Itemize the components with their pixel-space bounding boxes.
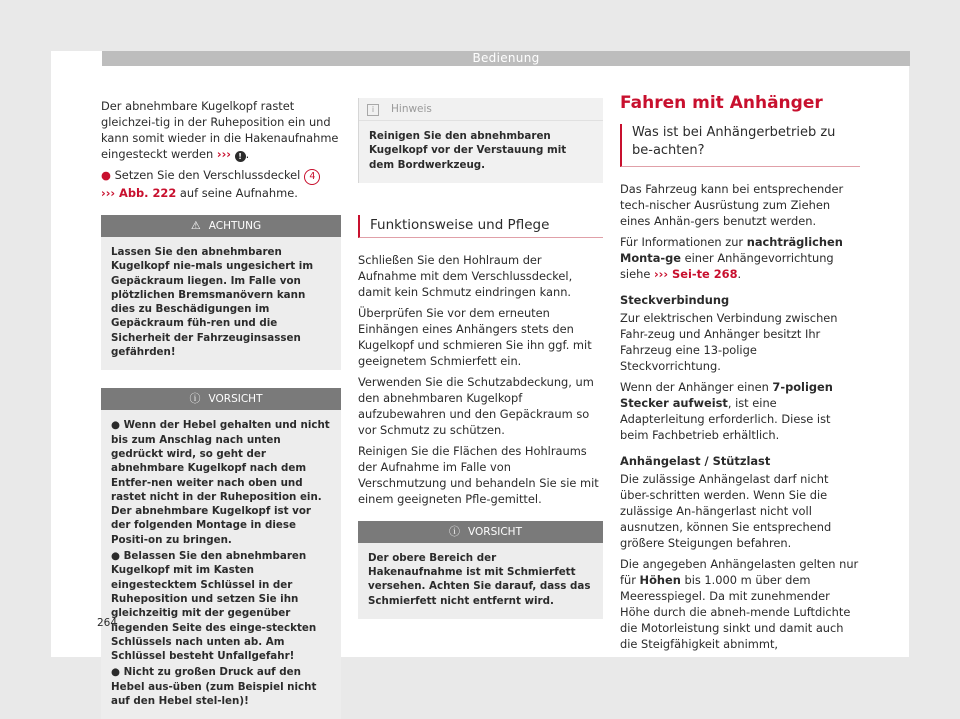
- achtung-body: Lassen Sie den abnehmbaren Kugelkopf nie-mals ungesichert im Gepäckraum liegen. Im Falle von plötzlichen Bremsmanövern kann dies zu Beschädigungen im Gepäckraum füh-ren und die Sicherheit der Fahrzeuginsassen gefährden!: [111, 246, 314, 359]
- column-middle: [358, 98, 603, 619]
- bullet-dot-icon: ●: [101, 168, 111, 182]
- reference-arrow[interactable]: ›››: [216, 147, 231, 161]
- vorsicht-box-left: [101, 388, 341, 719]
- vorsicht-item: ● Wenn der Hebel gehalten und nicht bis zum Anschlag nach unten gedrückt wird, so geht der abnehmbare Kugelkopf nach dem Entfer-nen weiter nach oben und rastet nicht in der Ruheposition ein. Der abnehmbare Kugelkopf ist vor der folgenden Montage in diese Positi-on zu bringen.: [111, 419, 330, 546]
- paragraph: Zur elektrischen Verbindung zwischen Fahr-zeug und Anhänger besitzt Ihr Fahrzeug eine 13-polige Steckvorrichtung.: [620, 311, 838, 373]
- paragraph: Überprüfen Sie vor dem erneuten Einhängen eines Anhängers stets den Kugelkopf und schmieren Sie ihn ggf. mit geeignetem Schmierfett ein.: [358, 305, 592, 368]
- column-right: [620, 93, 860, 657]
- paragraph: Die angegeben Anhängelasten gelten nur für Höhen bis 1.000 m über dem Meeresspiegel. Da mit zunehmender Höhe durch die abneh-mende Luftdichte die Motorleistung sinkt und damit auch die Steigfähigkeit abnimmt,: [620, 557, 859, 651]
- section-body: [358, 252, 603, 507]
- subheading: Anhängelast / Stützlast: [620, 454, 771, 468]
- chapter-title: Fahren mit Anhänger: [620, 93, 823, 113]
- chapter-subtitle: Was ist bei Anhängerbetrieb zu be-achten?: [632, 125, 836, 158]
- intro-paragraph: Der abnehmbare Kugelkopf rastet gleichzei-tig in der Ruheposition ein und kann somit wieder in die Hakenaufnahme eingesteckt werden ››› ! .: [101, 99, 339, 161]
- page-header: Bedienung: [102, 51, 910, 66]
- warning-triangle-icon: ⚠: [190, 219, 201, 232]
- achtung-header: ⚠ ACHTUNG: [101, 215, 341, 237]
- vorsicht-box-middle: [358, 521, 603, 619]
- column-left: [101, 98, 341, 719]
- vorsicht-body: [101, 410, 341, 719]
- info-icon: i: [367, 104, 379, 116]
- hinweis-body: Reinigen Sie den abnehmbaren Kugelkopf vor der Verstauung mit dem Bordwerkzeug.: [369, 130, 567, 171]
- vorsicht-header: ⓘ VORSICHT: [358, 521, 603, 543]
- caution-circle-icon: ⓘ: [189, 392, 201, 406]
- figure-callout-badge: 4: [304, 169, 320, 185]
- manual-page: [51, 51, 909, 708]
- warning-badge-icon: !: [235, 151, 246, 162]
- page-reference-link[interactable]: ››› Sei-te 268: [653, 267, 738, 281]
- achtung-box: [101, 215, 341, 370]
- vorsicht-item: ● Nicht zu großen Druck auf den Hebel aus-üben (zum Beispiel nicht auf den Hebel stel-len)!: [111, 666, 317, 708]
- caution-circle-icon: ⓘ: [449, 524, 461, 538]
- page-number: 264: [97, 617, 118, 629]
- paragraph: Wenn der Anhänger einen 7-poligen Stecker aufweist, ist eine Adapterleitung erforderlich. Diese ist beim Fachbetrieb erhältlich.: [620, 380, 833, 442]
- vorsicht-body: Der obere Bereich der Hakenaufnahme ist mit Schmierfett versehen. Achten Sie darauf, dass das Schmierfett nicht entfernt wird.: [368, 551, 591, 607]
- subheading: Steckverbindung: [620, 293, 730, 307]
- paragraph: Reinigen Sie die Flächen des Hohlraums der Aufnahme im Falle von Verschmutzung und behandeln Sie sie mit einem geeigneten Pfle-gemittel.: [358, 443, 599, 506]
- paragraph: Die zulässige Anhängelast darf nicht über-schritten werden. Wenn Sie die zulässige An-hängerlast nicht voll ausnutzen, können Sie entsprechend größere Steigungen befahren.: [620, 472, 832, 550]
- vorsicht-item: ● Belassen Sie den abnehmbaren Kugelkopf mit im Kasten eingestecktem Schlüssel in der Ruheposition und setzen Sie ihn gleichzeitig mit der gegenüber liegenden Seite des einge-steckten Schlüssels nach unten ab. Am Schlüssel besteht Unfallgefahr!: [111, 550, 317, 663]
- figure-reference-link[interactable]: ››› Abb. 222: [101, 186, 177, 200]
- paragraph: Verwenden Sie die Schutzabdeckung, um den abnehmbaren Kugelkopf aufzubewahren und den Gepäckraum so vor Schmutz zu schützen.: [358, 374, 594, 437]
- paragraph: Schließen Sie den Hohlraum der Aufnahme mit dem Verschlussdeckel, damit kein Schmutz eindringen kann.: [358, 252, 573, 299]
- hinweis-box: [358, 98, 603, 183]
- bullet-step: ● Setzen Sie den Verschlussdeckel 4 ››› Abb. 222 auf seine Aufnahme.: [101, 167, 341, 201]
- vorsicht-header: ⓘ VORSICHT: [101, 388, 341, 410]
- subtitle-block: [620, 124, 860, 167]
- paragraph: Das Fahrzeug kann bei entsprechender tech-nischer Ausrüstung zum Ziehen eines Anhän-gers benutzt werden.: [620, 182, 844, 228]
- section-heading: Funktionsweise und Pflege: [358, 215, 603, 238]
- paragraph: Für Informationen zur nachträglichen Monta-ge einer Anhängevorrichtung siehe ››› Sei-te 268.: [620, 235, 843, 281]
- hinweis-header: i Hinweis: [359, 98, 603, 121]
